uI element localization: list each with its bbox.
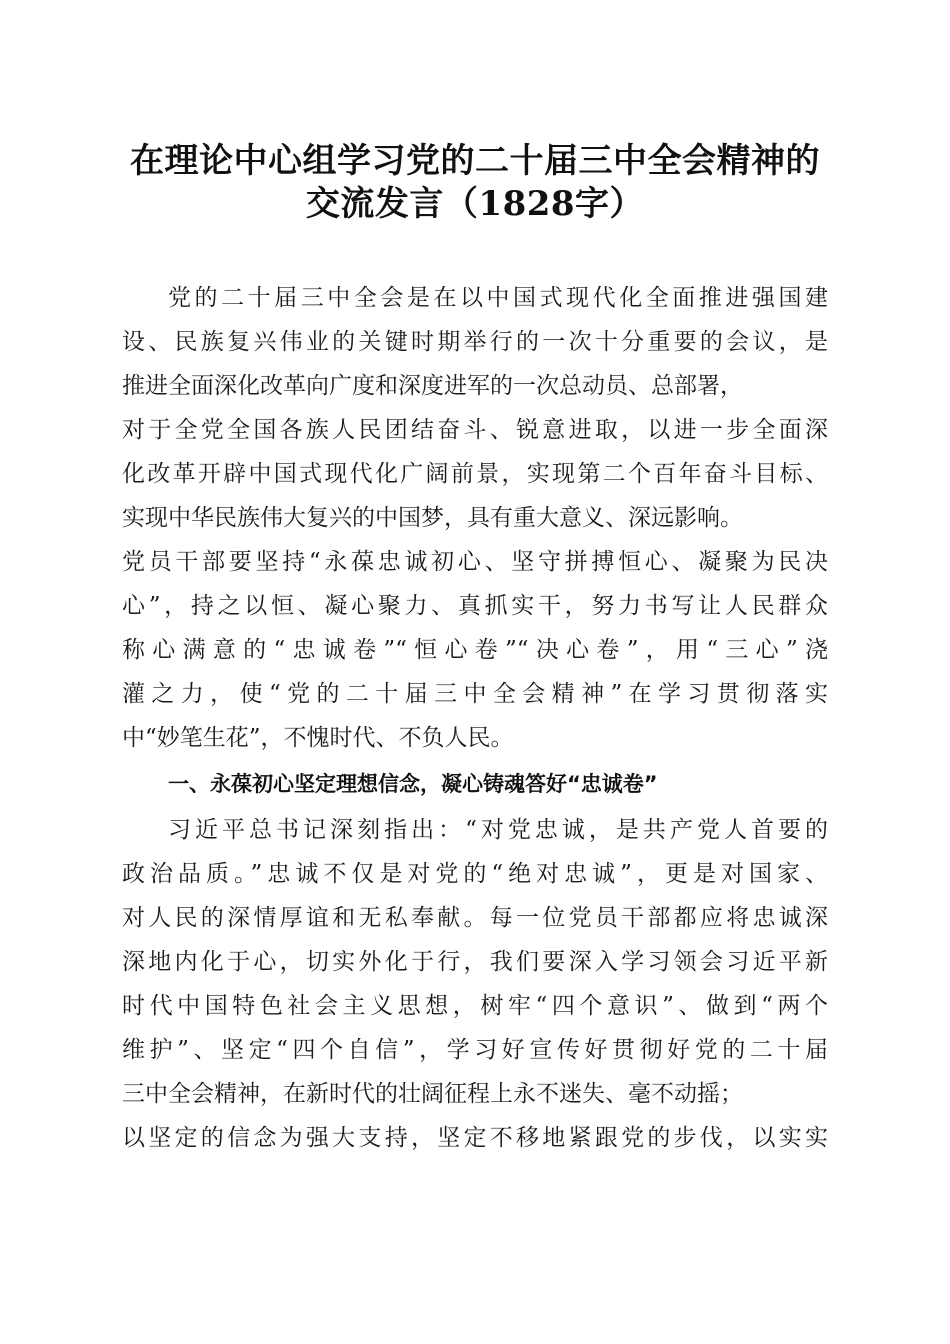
paragraph-line: 实现中华民族伟大复兴的中国梦，具有重大意义、深远影响。 bbox=[122, 505, 743, 531]
paragraph-line: 党员干部要坚持“永葆忠诚初心、坚守拼搏恒心、凝聚为民决 bbox=[122, 549, 828, 575]
document-title-line-2: 交流发言（1828字） bbox=[305, 184, 645, 224]
paragraph-line: 维护”、坚定“四个自信”，学习好宣传好贯彻好党的二十届 bbox=[122, 1037, 828, 1063]
paragraph-line: 时代中国特色社会主义思想，树牢“四个意识”、做到“两个 bbox=[122, 993, 828, 1019]
document-title-line-1: 在理论中心组学习党的二十届三中全会精神的 bbox=[130, 141, 820, 181]
paragraph-line: 设、民族复兴伟业的关键时期举行的一次十分重要的会议，是 bbox=[122, 329, 828, 355]
paragraph-line: 党的二十届三中全会是在以中国式现代化全面推进强国建 bbox=[168, 285, 828, 311]
paragraph-line: 以坚定的信念为强大支持，坚定不移地紧跟党的步伐，以实实 bbox=[122, 1125, 828, 1151]
paragraph-line: 对人民的深情厚谊和无私奉献。每一位党员干部都应将忠诚深 bbox=[122, 905, 828, 931]
paragraph-line: 称心满意的“忠诚卷”“恒心卷”“决心卷”，用“三心”浇 bbox=[122, 637, 828, 663]
paragraph-line: 化改革开辟中国式现代化广阔前景，实现第二个百年奋斗目标、 bbox=[122, 461, 828, 487]
paragraph-line: 政治品质。”忠诚不仅是对党的“绝对忠诚”，更是对国家、 bbox=[122, 861, 828, 887]
paragraph-line: 深地内化于心，切实外化于行，我们要深入学习领会习近平新 bbox=[122, 949, 828, 975]
paragraph-line: 三中全会精神，在新时代的壮阔征程上永不迷失、毫不动摇； bbox=[122, 1081, 743, 1107]
paragraph-line: 推进全面深化改革向广度和深度进军的一次总动员、总部署， bbox=[122, 373, 743, 399]
paragraph-line: 心”，持之以恒、凝心聚力、真抓实干，努力书写让人民群众 bbox=[122, 593, 828, 619]
paragraph-line: 中“妙笔生花”，不愧时代、不负人民。 bbox=[122, 725, 514, 751]
section-heading: 一、永葆初心坚定理想信念，凝心铸魂答好“忠诚卷” bbox=[168, 772, 658, 796]
paragraph-line: 灌之力，使“党的二十届三中全会精神”在学习贯彻落实 bbox=[122, 681, 828, 707]
paragraph-line: 对于全党全国各族人民团结奋斗、锐意进取，以进一步全面深 bbox=[122, 417, 828, 443]
paragraph-line: 习近平总书记深刻指出：“对党忠诚，是共产党人首要的 bbox=[168, 817, 828, 843]
